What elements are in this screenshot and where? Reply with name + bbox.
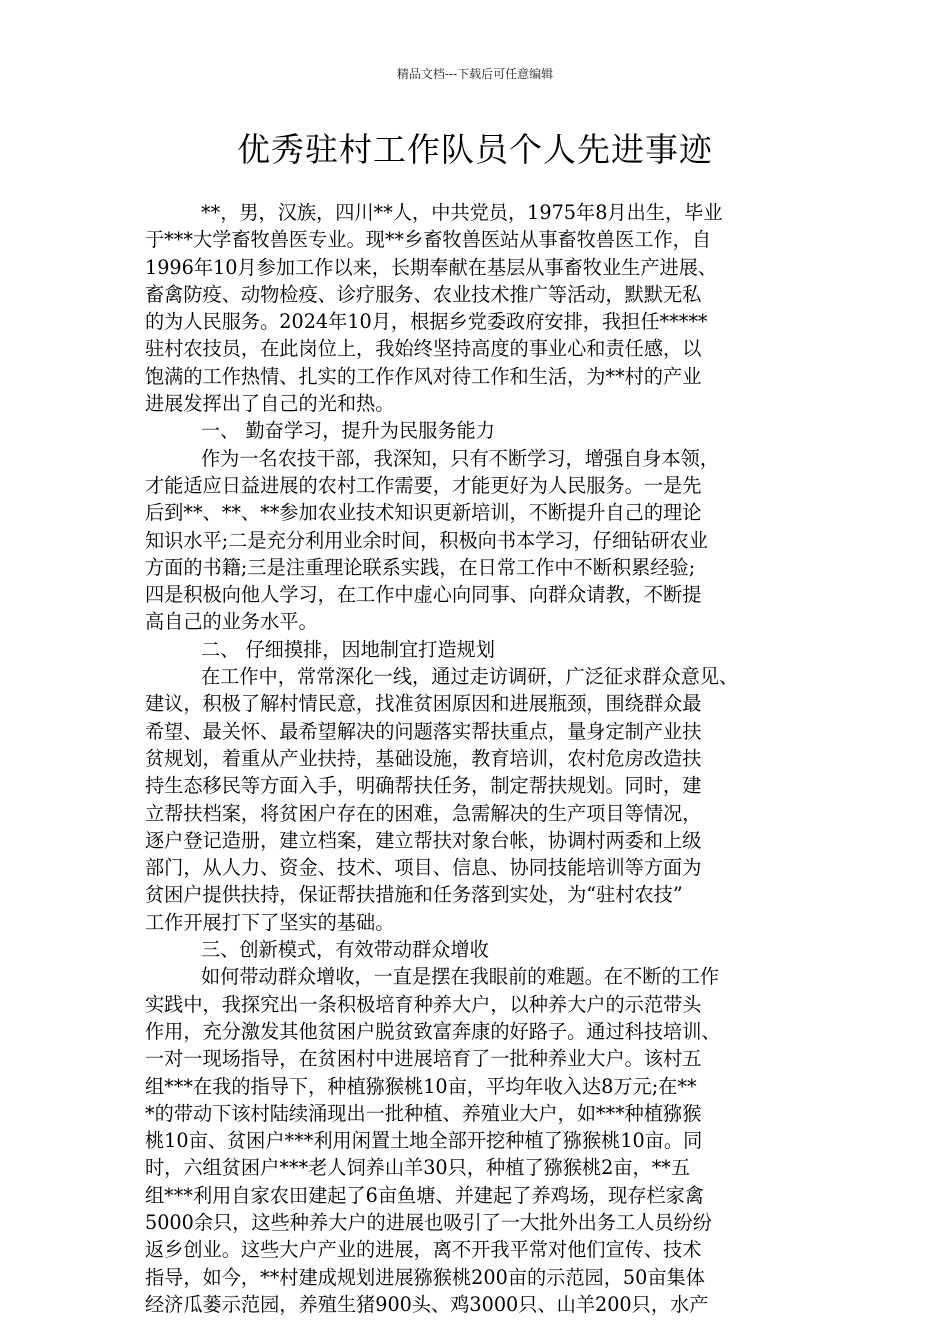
text-line: *的带动下该村陆续涌现出一批种植、养殖业大户，如***种植猕猴 xyxy=(145,1101,702,1125)
paragraph xyxy=(145,199,810,417)
text-line: 高自己的业务水平。 xyxy=(145,610,318,634)
text-line: 作用，充分激发其他贫困户脱贫致富奔康的好路子。通过科技培训、 xyxy=(145,1019,721,1043)
page-header: 精品文档---下载后可任意编辑 xyxy=(396,67,554,81)
text-line: 经济瓜蒌示范园，养殖生猪900头、鸡3000只、山羊200只，水产 xyxy=(145,1292,709,1316)
paragraph xyxy=(145,963,810,1318)
paragraph xyxy=(145,445,810,636)
text-line: 工作开展打下了坚实的基础。 xyxy=(145,910,395,934)
text-line: 方面的书籍;三是注重理论联系实践，在日常工作中不断积累经验; xyxy=(145,555,696,579)
text-line: 作为一名农技干部，我深知，只有不断学习，增强自身本领， xyxy=(201,446,720,470)
text-line: 后到**、**、**参加农业技术知识更新培训，不断提升自己的理论 xyxy=(145,501,702,525)
text-line: 才能适应日益进展的农村工作需要，才能更好为人民服务。一是先 xyxy=(145,473,702,497)
text-line: 的为人民服务。2024年10月，根据乡党委政府安排，我担任***** xyxy=(145,310,708,334)
heading-text: 一、 勤奋学习，提升为民服务能力 xyxy=(201,419,495,443)
section-heading xyxy=(145,417,810,444)
text-line: 贫困户提供扶持，保证帮扶措施和任务落到实处，为“驻村农技” xyxy=(145,883,683,907)
text-line: 饱满的工作热情、扎实的工作作风对待工作和生活，为**村的产业 xyxy=(145,364,702,388)
text-line: 部门，从人力、资金、技术、项目、信息、协同技能培训等方面为 xyxy=(145,856,702,880)
text-line: 立帮扶档案，将贫困户存在的困难，急需解决的生产项目等情况， xyxy=(145,801,702,825)
document-body xyxy=(145,199,810,1318)
text-line: 组***利用自家农田建起了6亩鱼塘、并建起了养鸡场，现存栏家禽 xyxy=(145,1183,705,1207)
section-heading xyxy=(145,636,810,663)
text-line: 建议，积极了解村情民意，找准贫困原因和进展瓶颈，围绕群众最 xyxy=(145,692,702,716)
paragraph xyxy=(145,663,810,936)
text-line: 四是积极向他人学习，在工作中虚心向同事、向群众请教，不断提 xyxy=(145,583,702,607)
text-line: 如何带动群众增收，一直是摆在我眼前的难题。在不断的工作 xyxy=(201,965,720,989)
text-line: 希望、最关怀、最希望解决的问题落实帮扶重点，量身定制产业扶 xyxy=(145,719,702,743)
document-title: 优秀驻村工作队员个人先进事迹 xyxy=(237,130,713,169)
text-line: 于***大学畜牧兽医专业。现**乡畜牧兽医站从事畜牧兽医工作，自 xyxy=(145,228,712,252)
text-line: 返乡创业。这些大户产业的进展，离不开我平常对他们宣传、技术 xyxy=(145,1238,702,1262)
text-line: 5000余只，这些种养大户的进展也吸引了一大批外出务工人员纷纷 xyxy=(145,1210,712,1234)
section-heading xyxy=(145,936,810,963)
heading-text: 二、 仔细摸排，因地制宜打造规划 xyxy=(201,637,495,661)
text-line: 进展发挥出了自己的光和热。 xyxy=(145,392,395,416)
text-line: 一对一现场指导，在贫困村中进展培育了一批种养业大户。该村五 xyxy=(145,1047,702,1071)
text-line: 知识水平;二是充分利用业余时间，积极向书本学习，仔细钻研农业 xyxy=(145,528,708,552)
text-line: 持生态移民等方面入手，明确帮扶任务，制定帮扶规划。同时，建 xyxy=(145,774,702,798)
text-line: 组***在我的指导下，种植猕猴桃10亩，平均年收入达8万元;在** xyxy=(145,1074,697,1098)
text-line: 逐户登记造册，建立档案，建立帮扶对象台帐，协调村两委和上级 xyxy=(145,828,702,852)
text-line: 指导，如今，**村建成规划进展猕猴桃200亩的示范园，50亩集体 xyxy=(145,1265,705,1289)
text-line: **，男，汉族，四川**人，中共党员，1975年8月出生，毕业 xyxy=(201,201,723,224)
text-line: 桃10亩、贫困户***利用闲置土地全部开挖种植了猕猴桃10亩。同 xyxy=(145,1129,703,1153)
text-line: 驻村农技员，在此岗位上，我始终坚持高度的事业心和责任感，以 xyxy=(145,337,702,361)
heading-text: 三、创新模式，有效带动群众增收 xyxy=(201,938,489,962)
text-line: 畜禽防疫、动物检疫、诊疗服务、农业技术推广等活动，默默无私 xyxy=(145,282,702,306)
text-line: 1996年10月参加工作以来，长期奉献在基层从事畜牧业生产进展、 xyxy=(145,255,718,279)
text-line: 在工作中，常常深化一线，通过走访调研，广泛征求群众意见、 xyxy=(201,665,739,689)
text-line: 时，六组贫困户***老人饲养山羊30只，种植了猕猴桃2亩，**五 xyxy=(145,1156,691,1180)
text-line: 贫规划，着重从产业扶持，基础设施，教育培训，农村危房改造扶 xyxy=(145,746,702,770)
text-line: 实践中，我探究出一条积极培育种养大户，以种养大户的示范带头 xyxy=(145,992,702,1016)
